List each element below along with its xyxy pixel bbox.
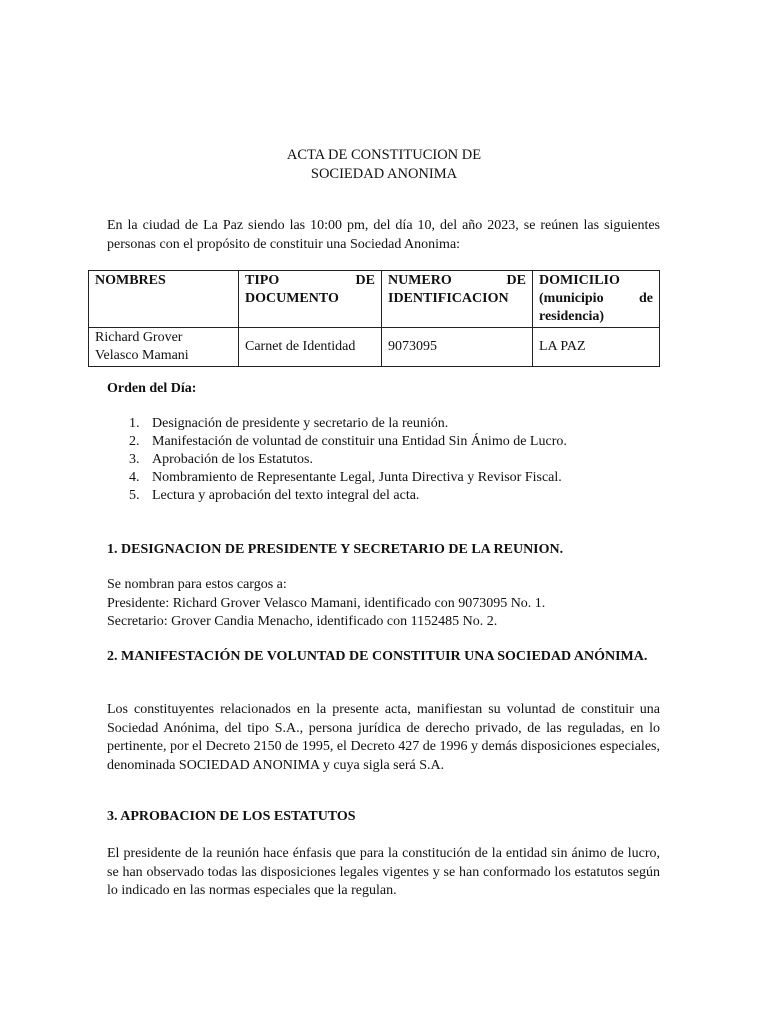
- parties-table: [88, 270, 660, 367]
- list-item: [107, 451, 667, 469]
- cell-numero: 9073095: [382, 328, 533, 367]
- list-item: [107, 487, 667, 505]
- intro-paragraph: En la ciudad de La Paz siendo las 10:00 pm, del día 10, del año 2023, se reúnen las siguientes personas con el propósito de constituir una Sociedad Anonima:: [107, 218, 660, 252]
- title-line-1: ACTA DE CONSTITUCION DE: [286, 147, 482, 163]
- list-item-text: Designación de presidente y secretario de la reunión.: [152, 416, 449, 431]
- header-numero-word2: DE: [506, 273, 526, 288]
- list-item-number: 3.: [129, 452, 140, 467]
- list-item: [107, 415, 667, 433]
- section2-body: Los constituyentes relacionados en la presente acta, manifiestan su voluntad de constituir una Sociedad Anónima, del tipo S.A., persona jurídica de derecho privado, de las reguladas, en lo pertinente, por el Decreto 2150 de 1995, el Decreto 427 de 1996 y demás disposiciones especiales, denominada SOCIEDAD ANONIMA y cuya sigla será S.A.: [107, 702, 660, 773]
- header-nombres: [89, 271, 239, 328]
- cell-nombres: [89, 328, 239, 367]
- cell-domicilio: LA PAZ: [533, 328, 660, 367]
- header-domicilio-word3: de: [639, 291, 653, 306]
- section1-secretario: Secretario: Grover Candia Menacho, identificado con 1152485 No. 2.: [107, 614, 498, 629]
- section1-line1: Se nombran para estos cargos a:: [107, 577, 287, 592]
- table-row: [89, 328, 660, 367]
- orden-list: [107, 415, 667, 505]
- orden-heading: Orden del Día:: [107, 381, 197, 396]
- cell-tipo: Carnet de Identidad: [239, 328, 382, 367]
- header-numero-word1: NUMERO: [388, 273, 452, 288]
- header-tipo-documento: [239, 271, 382, 328]
- document-title: [0, 146, 768, 184]
- table-header-row: [89, 271, 660, 328]
- header-tipo-word2: DE: [355, 273, 375, 288]
- section2-heading: 2. MANIFESTACIÓN DE VOLUNTAD DE CONSTITUIR UNA SOCIEDAD ANÓNIMA.: [107, 649, 648, 664]
- list-item-number: 2.: [129, 434, 140, 449]
- list-item-number: 5.: [129, 488, 140, 503]
- title-line-2: SOCIEDAD ANONIMA: [310, 166, 458, 182]
- section1-presidente: Presidente: Richard Grover Velasco Mamani, identificado con 9073095 No. 1.: [107, 595, 546, 611]
- header-domicilio-word2: (municipio: [539, 291, 604, 306]
- list-item-text: Manifestación de voluntad de constituir una Entidad Sin Ánimo de Lucro.: [152, 434, 567, 449]
- section1-body: [107, 576, 660, 632]
- section3-heading: 3. APROBACION DE LOS ESTATUTOS: [107, 809, 356, 824]
- list-item-text: Lectura y aprobación del texto integral del acta.: [152, 488, 420, 503]
- header-numero-word3: IDENTIFICACION: [388, 291, 509, 306]
- cell-nombres-line2: Velasco Mamani: [95, 348, 189, 363]
- section3-body: El presidente de la reunión hace énfasis que para la constitución de la entidad sin ánimo de lucro, se han observado todas las disposiciones legales vigentes y se han conformado los estatutos según lo indicado en las normas especiales que la regulan.: [107, 846, 660, 898]
- list-item-number: 4.: [129, 470, 140, 485]
- list-item-number: 1.: [129, 416, 140, 431]
- cell-nombres-line1: Richard Grover: [95, 330, 183, 345]
- header-tipo-word3: DOCUMENTO: [245, 291, 339, 306]
- header-domicilio-word1: DOMICILIO: [539, 273, 620, 288]
- header-numero-identificacion: [382, 271, 533, 328]
- section1-heading: 1. DESIGNACION DE PRESIDENTE Y SECRETARIO DE LA REUNION.: [107, 542, 564, 557]
- header-tipo-word1: TIPO: [245, 273, 280, 288]
- header-domicilio: [533, 271, 660, 328]
- header-nombres-label: NOMBRES: [95, 273, 166, 288]
- list-item: [107, 469, 667, 487]
- list-item: [107, 433, 667, 451]
- list-item-text: Aprobación de los Estatutos.: [152, 452, 313, 467]
- list-item-text: Nombramiento de Representante Legal, Junta Directiva y Revisor Fiscal.: [152, 470, 562, 485]
- header-domicilio-word4: residencia): [539, 309, 605, 324]
